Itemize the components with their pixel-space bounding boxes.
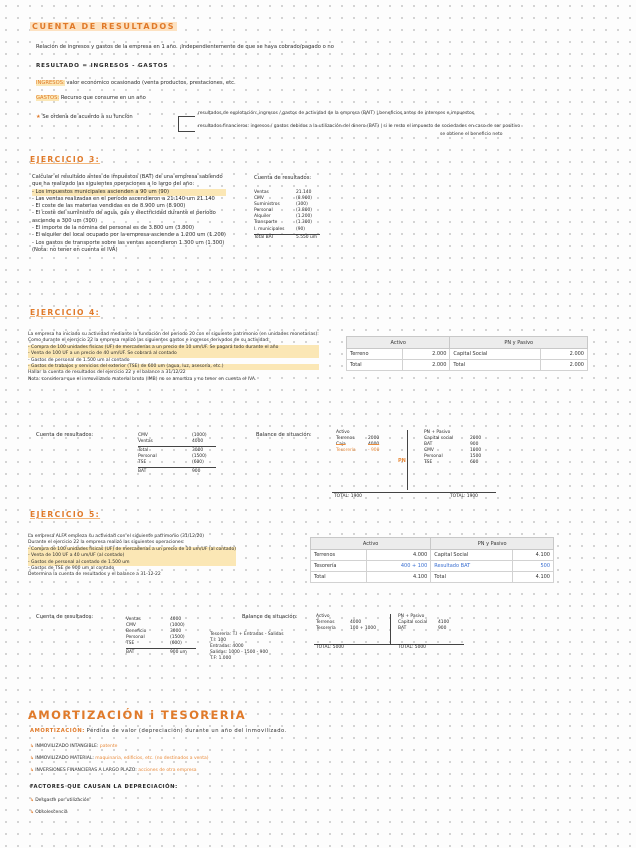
bracket [178, 116, 195, 132]
ejercicio-5-title: EJERCICIO 5: [30, 510, 101, 519]
ej5-cuenta-title: Cuenta de resultados: [36, 614, 94, 620]
amortizacion-title: AMORTIZACIÓN i TESORERIA [28, 708, 246, 722]
financieros-text-2: se obtiene el beneficio neto [440, 132, 503, 137]
factor-1: ↳ Desgaste por utilización [30, 798, 90, 803]
ingresos-line: INGRESOS: valor económico ocasionado (venta productos, prestaciones, etc. [36, 80, 236, 86]
ej4-cuenta-table: CMV (1000) Ventas 4000 Total 3000 Personal (1500) TSE (600) BAT 900 [138, 433, 216, 476]
ejercicio-4-title: EJERCICIO 4: [30, 308, 101, 317]
ejercicio-4-statement: La empresa ha iniciado su actividad mediante la fundación del periodo 20 con el siguiente patrimonio (en unidades monetarias): Como durante el ejercicio 22 la empresa realizó las siguientes gastos e ingresos derivados de su actividad: - Compra de 100 unidades físicas (UF) de mercaderías a un precio de 10 um/UF. Se pagará todo durante el año - Venta de 100 UF a un precio de 40 um/UF. Se cobrará al contado - Gastos de personal de 1.500 um al contado - Gastos de trabajos y servicios del exterior (TSE) de 600 um (agua, luz, asesoría, etc.) Hallar la cuenta de resultados del ejercicio 22 y el balance a 31/12/22 Nota: considerar que el inmovilizado material bruto (IMB) no se amortiza y no tener en cuenta el IVA. [28, 332, 319, 382]
ej5-balance-divider [390, 614, 391, 644]
ej5-tesoreria-calc: Tesorería: T.I + Entradas - Salidas T.I: 100 Entradas: 4000 Salidas: 1000 - 1500 - 900 T.F: 1.000 [210, 632, 284, 662]
amort-item-2: ↳ INMOVILIZADO MATERIAL: maquinaria, edificios, etc. (no destinados a venta) [30, 756, 209, 761]
ej4-pn-mark: PN [398, 458, 406, 464]
ej5-total-pn: TOTAL: 5000 [398, 645, 426, 650]
star-icon: ★ [36, 114, 41, 120]
formula: RESULTADO = INGRESOS - GASTOS [36, 63, 169, 69]
amortizacion-definition: AMORTIZACIÓN: Pérdida de valor (depreciación) durante un año del inmovilizado. [30, 728, 287, 734]
explotacion-text: resultados de explotación: ingresos / gastos de actividad de la empresa (BAIT) | beneficios antes de intereses e impuestos [198, 111, 475, 116]
ej4-balance-title: Balance de situación: [256, 432, 312, 438]
ej4-total-pn: TOTAL: 1900 [450, 494, 478, 499]
ej5-cuenta-table: Ventas 4000 CMV (1000) Beneficio 3000 Personal (1500) TSE (600) BAT 900 um [126, 617, 196, 657]
ej5-total-activo: TOTAL: 5000 [316, 645, 344, 650]
ej4-cuenta-title: Cuenta de resultados: [36, 432, 94, 438]
section-title-cuenta-resultados: CUENTA DE RESULTADOS [32, 22, 176, 31]
ej4-total-activo: TOTAL: 1900 [334, 494, 362, 499]
ejercicio-3-statement: Calcular el resultado antes de impuestos (BAT) de una empresa sabiendo que ha realizado las siguientes operaciones a lo largo del año: - Los impuestos municipales ascienden a 90 um (90) - Las ventas realizadas en el período ascendieron a 21.140 um 21.140 - El coste de las materias vendidas es de 8.900 um (8.900) - El coste del suministro de agua, gas y electricidad durante el período asciende a 300 um (300) - El importe de la nómina del personal es de 3.800 um (3.800) - El alquiler del local ocupado por la empresa asciende a 1.200 um (1.200) - Los gastos de transporte sobre las ventas ascendieron 1.300 um (1.300) (Nota: no tener en cuenta el IVA) [32, 174, 226, 253]
arrow-icon: ↳ [30, 798, 34, 803]
ej3-cuenta-title: Cuenta de resultados: [254, 175, 312, 181]
factores-title: FACTORES QUE CAUSAN LA DEPRECIACIÓN: [30, 784, 178, 790]
ej5-balance-title: Balance de situación: [242, 614, 298, 620]
arrow-icon: ↳ [30, 756, 34, 761]
arrow-icon: ↳ [30, 810, 34, 815]
arrow-icon: ↳ [30, 744, 34, 749]
ej3-cuenta-table: Ventas 21.140 CMV (8.900) Suministros (300) Personal (3.800) Alquiler (1.200) Transporte (1.300) I. municipales (90) Total BAT 5.550 um [254, 190, 320, 241]
ej4-balance-pn: PN + Pasivo Capital social 2000 BAT 900 CMV 1000 Personal 1500 TSE 600 [424, 430, 482, 466]
gastos-line: GASTOS: Recurso que consume en un año [36, 95, 146, 101]
arrow-icon: ↳ [30, 768, 34, 773]
factor-2: ↳ Obsolescencia [30, 810, 68, 815]
ej4-patrimonio-table: Activo PN y Pasivo Terreno 2.000 Capital Social 2.000 Total 2.000 Total 2.000 [346, 336, 588, 371]
ej5-patrimonio-table: Activo PN y Pasivo Terrenos 4.000 Capital Social 4.100 Tesorería 400 + 100 Resultado BAT 500 Total 4.100 Total 4.100 [310, 537, 554, 583]
ej5-balance-activo: Activo Terrenos 4000 Tesorería 100 + 1000 [316, 614, 377, 632]
ej4-balance-activo: Activo Terrenos 2000 Caja 4000 Tesorería - 900 [336, 430, 380, 454]
ejercicio-3-title: EJERCICIO 3: [30, 155, 101, 164]
financieros-text: resultados financieros: ingresos / gastos debidos a la utilización del dinero (BAT) | si le resto el impuesto de sociedades en caso de ser positivo [198, 124, 521, 129]
ordena-line: ★ Se ordena de acuerdo a su función [36, 114, 133, 120]
ej5-balance-pn: PN + Pasivo Capital social 4100 BAT 900 [398, 614, 450, 632]
relation-text: Relación de ingresos y gastos de la empresa en 1 año. ¡Independientemente de que se haya cobrado/pagado o no [36, 44, 334, 50]
amort-item-1: ↳ INMOVILIZADO INTANGIBLE: patente [30, 744, 118, 749]
amort-item-3: ↳ INVERSIONES FINANCIERAS A LARGO PLAZO: acciones de otra empresa [30, 768, 197, 773]
ej4-balance-divider [407, 430, 408, 490]
ejercicio-5-statement: La empresa ALFA empieza su actividad con el siguiente patrimonio (31/12/20) Durante el ejercicio 22 la empresa realizó las siguientes operaciones: - Compra de 100 unidades físicas (UF) de mercaderías a un precio de 10 um/UF (al contado) - Venta de 100 UF a 40 um/UF (al contado) - Gastos de personal al contado de 1.500 um - Gastos de TSE de 900 um al contado Determina la cuenta de resultados y el balance a 31-12-22 [28, 534, 237, 578]
